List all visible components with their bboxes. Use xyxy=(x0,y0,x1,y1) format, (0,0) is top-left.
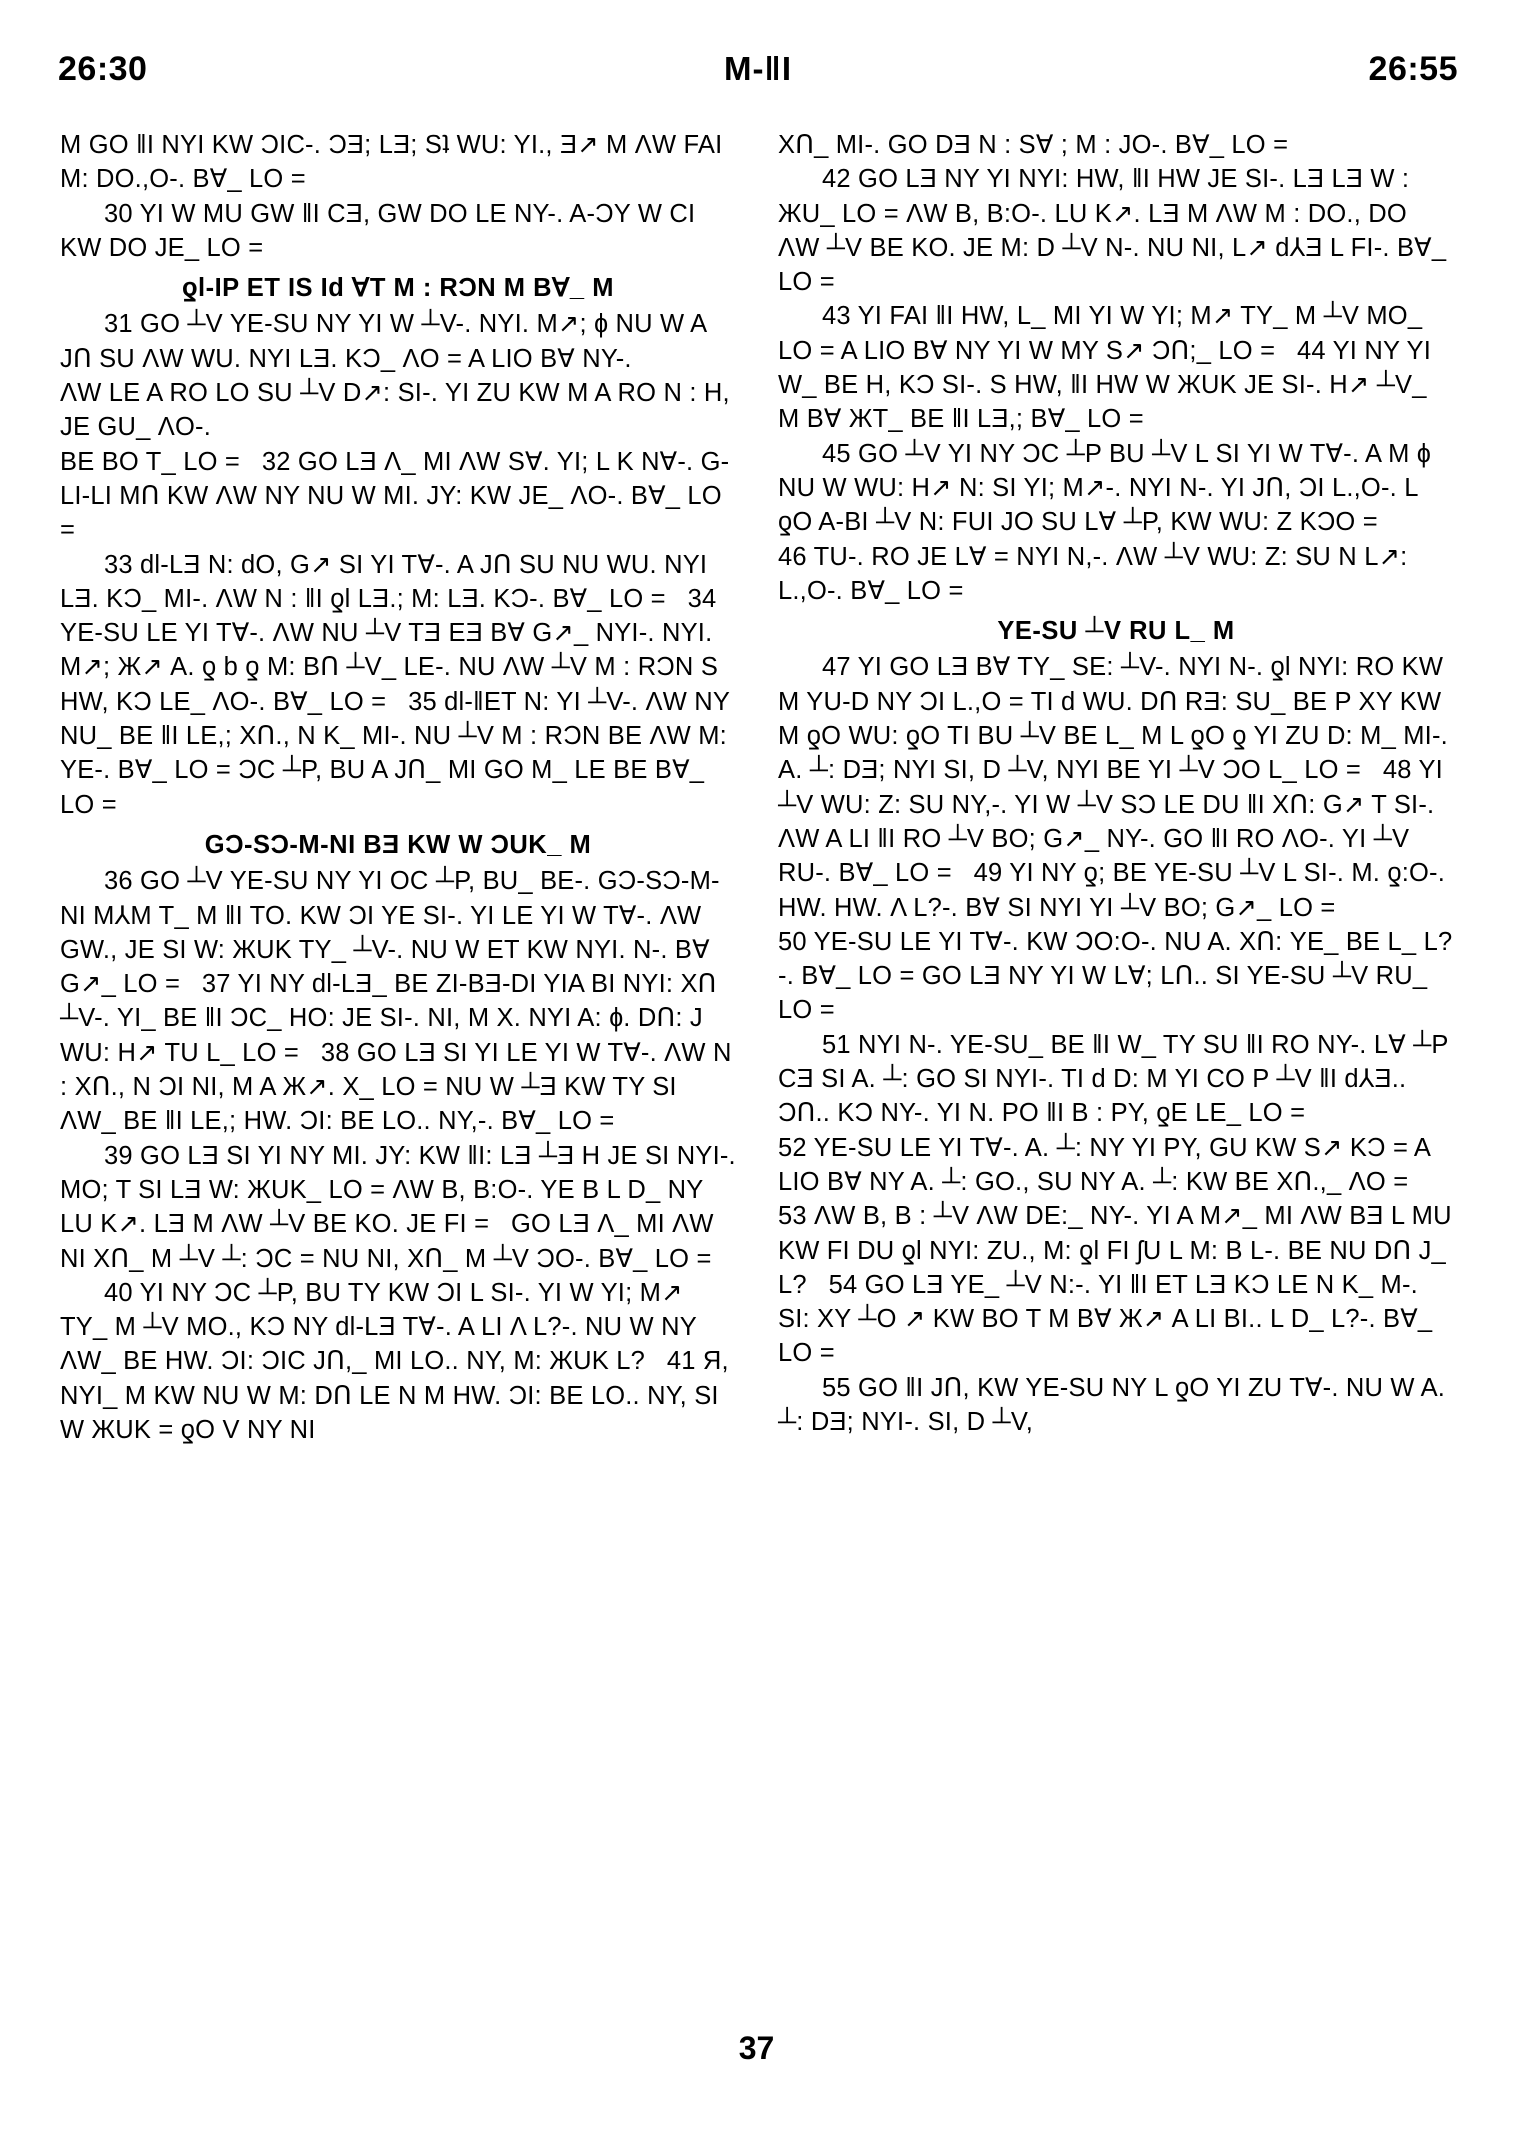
header-book-title: M-ǁI xyxy=(723,50,793,87)
column-right xyxy=(778,128,1459,1998)
section-subheading: GƆ-SƆ-M-NI BƎ KW W ƆUK_ M xyxy=(204,830,592,859)
verse-paragraph: 51 NYI N-. YE-SU_ BE ǁI W_ TY SU ǁI RO NY-. L∀ ┴P CƎ SI A. ┴: GO SI NYI-. TI d D: M YI CO P ┴V ǁI d⅄Ǝ.. ƆՈ.. KƆ NY-. YI N. PO ǁI B : PY, ƍE LE_ LO = xyxy=(778,1030,1456,1128)
verse-paragraph: 33 dl-LƎ N: dO, G↗ SI YI T∀-. A JՈ SU NU WU. NYI LƎ. KƆ_ MI-. ΛW N : ǁI ƍl LƎ.; M: LƎ. KƆ-. B∀_ LO = 34 YE-SU LE YI T∀-. ΛW NU ┴V TƎ EƎ B∀ G↗_ NYI-. NYI. M↗; Ж↗ A. ƍ b ƍ M: BՈ ┴V_ LE-. NU ΛW ┴V M : RƆN S HW, KƆ LE_ ΛO-. B∀_ LO = 35 dl-ǁET N: YI ┴V-. ΛW NY NU_ BE ǁI LE,; XՈ., N K_ MI-. NU ┴V M : RƆN BE ΛW M: YE-. B∀_ LO = ƆC ┴P, BU A JՈ_ MI GO M_ LE BE B∀_ LO = xyxy=(60,550,737,819)
verse-paragraph: 30 YI W MU GW ǁI CƎ, GW DO LE NY-. A-ƆY W CI KW DO JE_ LO = xyxy=(60,199,703,262)
section-subheading: ƍl-IP ET ІS Id ∀T M : RƆN M B∀_ M xyxy=(182,274,614,303)
verse-paragraph: 46 TU-. RO JE L∀ = NYI N,-. ΛW ┴V WU: Z: SU N L↗: L.,O-. B∀_ LO = xyxy=(778,542,1415,605)
verse-paragraph: XՈ_ MI-. GO DƎ N : S∀ ; M : JO-. B∀_ LO = xyxy=(778,131,1289,159)
page-header xyxy=(58,50,1458,96)
verse-paragraph: 45 GO ┴V YI NY ƆC ┴P BU ┴V L SI YI W T∀-. A M ɸ NU W WU: H↗ N: SI YI; M↗-. NYI N-. YI JՈ, ƆI L.,O-. L ƍO A-BI ┴V N: FUI JO SU L∀ ┴P, KW WU: Z KƆO = xyxy=(778,439,1439,537)
verse-paragraph: 42 GO LƎ NY YI NYI: HW, ǁI HW JE SI-. LƎ LƎ W : ЖU_ LO = ΛW B, B:O-. LU K↗. LƎ M ΛW M : DO., DO ΛW ┴V BE KO. JE M: D ┴V N-. NU NI, L↗ d⅄Ǝ L FI-. B∀_ LO = xyxy=(778,165,1454,297)
verse-paragraph: 31 GO ┴V YE-SU NY YI W ┴V-. NYI. M↗; ɸ NU W A JՈ SU ΛW WU. NYI LƎ. KƆ_ ΛO = A LIO B∀ NY-. xyxy=(60,310,714,373)
text-columns xyxy=(60,128,1459,1998)
verse-paragraph: 52 YE-SU LE YI T∀-. A. ┴: NY YI PY, GU KW S↗ KƆ = A LIO B∀ NY A. ┴: GO., SU NY A. ┴: KW BE XՈ.,_ ΛO = 53 ΛW B, B : ┴V ΛW DE:_ NY-. YI A M↗_ MI ΛW BƎ L MU KW FI DU ƍl NYI: ZU., M: ƍl FI ʃU L M: B L-. BE NU DՈ J_ L? 54 GO LƎ YE_ ┴V N:-. YI ǁI ET LƎ KƆ LE N K_ M-. SI: XY ┴O ↗ KW BO T M B∀ Ж↗ A LI BI.. L D_ L?-. B∀_ LO = xyxy=(778,1133,1459,1368)
header-left-verse-ref: 26:30 xyxy=(58,50,148,88)
verse-paragraph: BE BO T_ LO = 32 GO LƎ Λ_ MI ΛW S∀. YI; L K N∀-. G-LI-LI MՈ KW ΛW NY NU W MI. JY: KW JE_ ΛO-. B∀_ LO = xyxy=(60,447,730,545)
verse-paragraph: 55 GO ǁI JՈ, KW YE-SU NY L ƍO YI ZU T∀-. NU W A. ┴: DƎ; NYI-. SI, D ┴V, xyxy=(778,1373,1453,1436)
section-subheading: YE-SU ┴V RU L_ M xyxy=(997,617,1235,646)
verse-paragraph: 50 YE-SU LE YI T∀-. KW ƆO:O-. NU A. XՈ: YE_ BE L_ L?-. B∀_ LO = GO LƎ NY YI W L∀; LՈ.. SI YE-SU ┴V RU_ LO = xyxy=(778,927,1453,1025)
verse-paragraph: 39 GO LƎ SI YI NY MI. JY: KW ǁI: LƎ ┴Ǝ H JE SI NYI-. MO; T SI LƎ W: ЖUK_ LO = ΛW B, B:O-. YE B L D_ NY LU K↗. LƎ M ΛW ┴V BE KO. JE FI = GO LƎ Λ_ MI ΛW NI XՈ_ M ┴V ┴: ƆC = NU NI, XՈ_ M ┴V ƆO-. B∀_ LO = xyxy=(60,1141,744,1273)
column-left xyxy=(60,128,744,1998)
verse-paragraph: 40 YI NY ƆC ┴P, BU TY KW ƆI L SI-. YI W YI; M↗ TY_ M ┴V MO., KƆ NY dl-LƎ T∀-. A LI Λ L?-. NU W NY ΛW_ BE HW. ƆI: ƆIC JՈ,_ MI LO.. NY, M: ЖUK L? 41 Я, NYI_ M KW NU W M: DՈ LE N M HW. ƆI: BE LO.. NY, SI W ЖUK = ƍO V NY NI xyxy=(60,1278,737,1444)
verse-paragraph: 47 YI GO LƎ B∀ TY_ SE: ┴V-. NYI N-. ƍl NYI: RO KW M YU-D NY ƆI L.,O = TI d WU. DՈ RƎ: SU_ BE P XY KW M ƍO WU: ƍO TI BU ┴V BE L_ M L ƍO ƍ YI ZU D: M_ MI-. A. ┴: DƎ; NYI SI, D ┴V, NYI BE YI ┴V ƆO L_ LO = 48 YI ┴V WU: Z: SU NY,-. YI W ┴V SƆ LE DU ǁI XՈ: G↗ T SI-. ΛW A LI ǁI RO ┴V BO; G↗_ NY-. GO ǁI RO ΛO-. YI ┴V RU-. B∀_ LO = 49 YI NY ƍ; BE YE-SU ┴V L SI-. M. ƍ:O-. HW. HW. Λ L?-. B∀ SI NYI YI ┴V BO; G↗_ LO = xyxy=(778,653,1454,922)
verse-paragraph: 36 GO ┴V YE-SU NY YI OC ┴P, BU_ BE-. GƆ-SƆ-M-NI M⅄M T_ M ǁI TO. KW ƆI YE SI-. YI LE YI W T∀-. ΛW GW., JE SI W: ЖUK TY_ ┴V-. NU W ET KW NYI. N-. B∀ G↗_ LO = 37 YI NY dl-LƎ_ BE ZI-BƎ-DI YIA BI NYI: XՈ ┴V-. YI_ BE ǁI ƆC_ HO: JE SI-. NI, M X. NYI A: ɸ. DՈ: J WU: H↗ TU L_ LO = 38 GO LƎ SI YI LE YI W T∀-. ΛW N : XՈ., N ƆI NI, M A Ж↗. X_ LO = NU W ┴Ǝ KW TY SI ΛW_ BE ǁI LE,; HW. ƆI: BE LO.. NY,-. B∀_ LO = xyxy=(60,867,739,1136)
verse-paragraph: ΛW LE A RO LO SU ┴V D↗: SI-. YI ZU KW M A RO N : H, JE GU_ ΛO-. xyxy=(60,379,738,442)
verse-paragraph: 43 YI FAI ǁI HW, L_ MI YI W YI; M↗ TY_ M ┴V MO_ LO = A LIO B∀ NY YI W MY S↗ ƆՈ;_ LO = 44 YI NY YI W_ BE H, KƆ SI-. S HW, ǁI HW W ЖUΚ JE SI-. H↗ ┴V_ M B∀ ЖT_ BE ǁI LƎ,; B∀_ LO = xyxy=(778,302,1439,434)
header-right-verse-ref: 26:55 xyxy=(1368,50,1458,88)
verse-paragraph: M GO ǁI NYI KW ƆIC-. ƆƎ; LƎ; Sʇ WU: YI., Ǝ↗ M ΛW FAI M: DO.,O-. B∀_ LO = xyxy=(60,131,730,194)
page-number: 37 xyxy=(738,2030,775,2066)
